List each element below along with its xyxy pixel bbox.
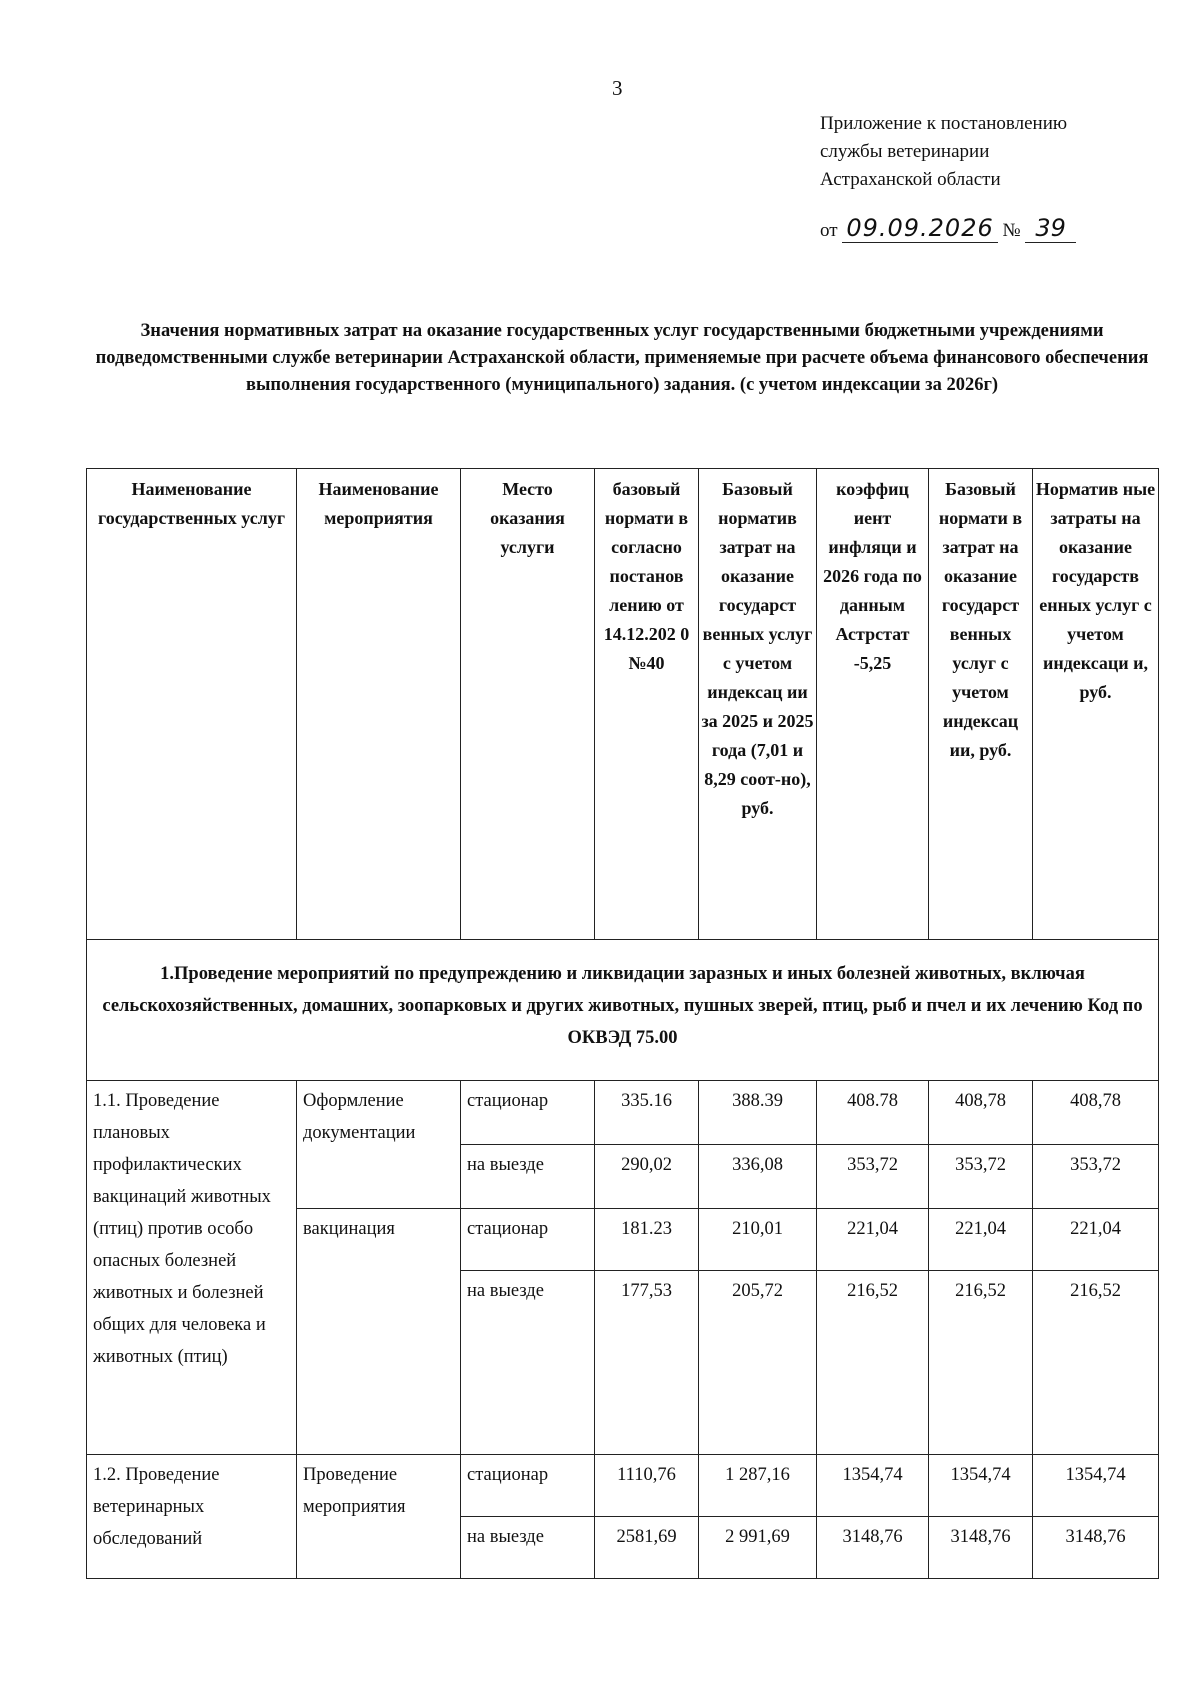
value-cell: 210,01 bbox=[699, 1209, 817, 1271]
document-title: Значения нормативных затрат на оказание государственных услуг государственными бюджетными учреждениями подведомственными службе ветеринарии Астраханской области, применяемые при расчете объема финансового обеспечения выполнения государственного (муниципального) задания. (с учетом индексации за 2026г) bbox=[95, 321, 1149, 395]
value-cell: 221,04 bbox=[929, 1209, 1033, 1271]
value-cell: 336,08 bbox=[699, 1145, 817, 1209]
table-row bbox=[87, 1455, 1159, 1517]
handwritten-date: 09.09.2026 bbox=[842, 214, 997, 243]
table-row bbox=[87, 1081, 1159, 1145]
header-activity: Наименование мероприятия bbox=[297, 469, 461, 940]
value-cell: 3148,76 bbox=[817, 1517, 929, 1579]
value-cell: 1354,74 bbox=[929, 1455, 1033, 1517]
page-number: 3 bbox=[612, 76, 623, 100]
value-cell: 1110,76 bbox=[595, 1455, 699, 1517]
service-name: 1.2. Проведение ветеринарных обследований bbox=[87, 1455, 297, 1579]
annex-line: Приложение к постановлению bbox=[820, 113, 1068, 134]
value-cell: 335.16 bbox=[595, 1081, 699, 1145]
section-row bbox=[87, 940, 1159, 1081]
value-cell: 408,78 bbox=[1033, 1081, 1159, 1145]
date-prefix: от bbox=[820, 220, 838, 241]
annex-date-line bbox=[820, 214, 1076, 245]
value-cell: 221,04 bbox=[817, 1209, 929, 1271]
header-base-norm-2025: Базовый норматив затрат на оказание государст венных услуг с учетом индексац ии за 2025 и 2025 года (7,01 и 8,29 соот-но), руб. bbox=[699, 469, 817, 940]
annex-line: службы ветеринарии bbox=[820, 141, 990, 162]
value-cell: 1354,74 bbox=[1033, 1455, 1159, 1517]
value-cell: 216,52 bbox=[929, 1271, 1033, 1455]
value-cell: 353,72 bbox=[817, 1145, 929, 1209]
value-cell: 1 287,16 bbox=[699, 1455, 817, 1517]
annex-line: Астраханской области bbox=[820, 169, 1001, 190]
value-cell: 1354,74 bbox=[817, 1455, 929, 1517]
value-cell: 3148,76 bbox=[929, 1517, 1033, 1579]
number-prefix: № bbox=[1002, 220, 1021, 241]
value-cell: 290,02 bbox=[595, 1145, 699, 1209]
value-cell: 177,53 bbox=[595, 1271, 699, 1455]
value-cell: 388.39 bbox=[699, 1081, 817, 1145]
place-cell: стационар bbox=[461, 1209, 595, 1271]
value-cell: 408.78 bbox=[817, 1081, 929, 1145]
header-base-norm-indexed: Базовый нормати в затрат на оказание государст венных услуг с учетом индексац ии, руб. bbox=[929, 469, 1033, 940]
value-cell: 221,04 bbox=[1033, 1209, 1159, 1271]
section-title: 1.Проведение мероприятий по предупреждению и ликвидации заразных и иных болезней животных, включая сельскохозяйственных, домашних, зоопарковых и других животных, пушных зверей, птиц, рыб и пчел и их лечению Код по ОКВЭД 75.00 bbox=[87, 940, 1159, 1081]
service-name: 1.1. Проведение плановых профилактических вакцинаций животных (птиц) против особо опасных болезней животных и болезней общих для человека и животных (птиц) bbox=[87, 1081, 297, 1455]
place-cell: стационар bbox=[461, 1455, 595, 1517]
annex-block bbox=[820, 110, 1076, 245]
header-base-norm: базовый нормати в согласно постанов лению от 14.12.202 0 №40 bbox=[595, 469, 699, 940]
activity-name: Оформление документации bbox=[297, 1081, 461, 1209]
activity-name: вакцинация bbox=[297, 1209, 461, 1455]
activity-name: Проведение мероприятия bbox=[297, 1455, 461, 1579]
value-cell: 205,72 bbox=[699, 1271, 817, 1455]
value-cell: 353,72 bbox=[1033, 1145, 1159, 1209]
value-cell: 408,78 bbox=[929, 1081, 1033, 1145]
value-cell: 181.23 bbox=[595, 1209, 699, 1271]
costs-table bbox=[86, 468, 1159, 1579]
header-place: Место оказания услуги bbox=[461, 469, 595, 940]
handwritten-number: 39 bbox=[1025, 214, 1076, 243]
header-norm-costs: Норматив ные затраты на оказание государств енных услуг с учетом индексаци и, руб. bbox=[1033, 469, 1159, 940]
header-service-name: Наименование государственных услуг bbox=[87, 469, 297, 940]
place-cell: стационар bbox=[461, 1081, 595, 1145]
value-cell: 2581,69 bbox=[595, 1517, 699, 1579]
value-cell: 3148,76 bbox=[1033, 1517, 1159, 1579]
value-cell: 2 991,69 bbox=[699, 1517, 817, 1579]
value-cell: 216,52 bbox=[1033, 1271, 1159, 1455]
place-cell: на выезде bbox=[461, 1271, 595, 1455]
header-inflation: коэффиц иент инфляци и 2026 года по данным Астрстат -5,25 bbox=[817, 469, 929, 940]
place-cell: на выезде bbox=[461, 1517, 595, 1579]
place-cell: на выезде bbox=[461, 1145, 595, 1209]
value-cell: 216,52 bbox=[817, 1271, 929, 1455]
table-header-row bbox=[87, 469, 1159, 940]
value-cell: 353,72 bbox=[929, 1145, 1033, 1209]
